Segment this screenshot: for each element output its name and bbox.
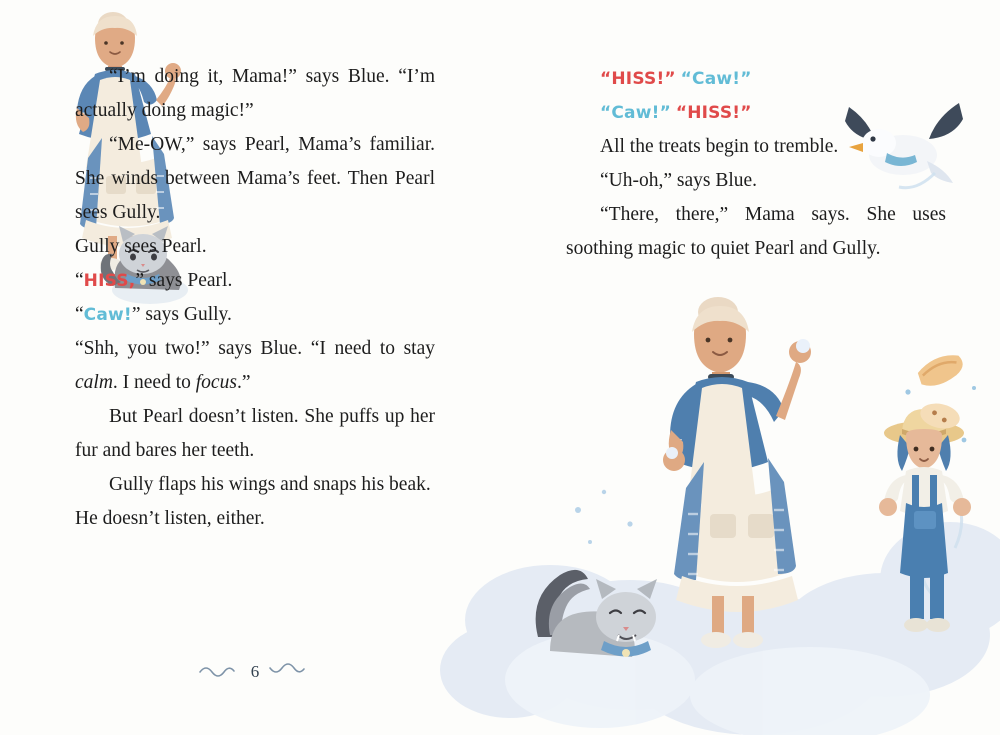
quote-open: “ bbox=[75, 270, 84, 291]
sfx-hiss-word: “HISS!” bbox=[600, 69, 676, 89]
sfx-caw-word: Caw! bbox=[83, 305, 132, 325]
sfx-hiss-word: “HISS!” bbox=[675, 103, 752, 123]
right-text-column bbox=[566, 62, 946, 266]
paragraph: Gully flaps his wings and snaps his beak. He doesn’t listen, either. bbox=[75, 474, 431, 529]
paragraph: “Me-OW,” says Pearl, Mama’s familiar. She winds between Mama’s feet. Then Pearl sees Gully. bbox=[75, 134, 435, 223]
sfx-line-hiss-caw bbox=[566, 62, 946, 96]
paragraph: All the treats begin to tremble. bbox=[600, 136, 839, 157]
quote-close: ” bbox=[135, 270, 145, 291]
floating-treats bbox=[900, 340, 990, 450]
sfx-line-caw-hiss bbox=[566, 96, 946, 130]
paragraph-tail: .” bbox=[236, 372, 251, 393]
sfx-caw-word: “Caw!” bbox=[600, 103, 671, 123]
sfx-line-hiss bbox=[75, 264, 435, 298]
pearl-cat-right bbox=[520, 555, 700, 685]
paragraph: Gully sees Pearl. bbox=[75, 236, 207, 257]
left-text-column bbox=[75, 60, 435, 536]
italic-word-calm: calm bbox=[75, 372, 113, 393]
paragraph-with-italics bbox=[75, 332, 435, 400]
sfx-hiss-word: HISS, bbox=[83, 271, 136, 291]
sfx-attribution: says Pearl. bbox=[144, 270, 233, 291]
paragraph-mid: . I need to bbox=[112, 372, 196, 393]
paragraph: “Uh-oh,” says Blue. bbox=[600, 170, 758, 191]
paragraph-lead: “Shh, you two!” says Blue. “I need to stay bbox=[75, 338, 435, 359]
paragraph: “I’m doing it, Mama!” says Blue. “I’m actually doing magic!” bbox=[75, 66, 435, 121]
sfx-caw-word: “Caw!” bbox=[680, 69, 752, 89]
paragraph: But Pearl doesn’t listen. She puffs up her fur and bares her teeth. bbox=[75, 406, 435, 461]
sfx-attribution: says Gully. bbox=[140, 304, 232, 325]
paragraph: “There, there,” Mama says. She uses soothing magic to quiet Pearl and Gully. bbox=[566, 204, 946, 259]
page-number: 6 bbox=[250, 662, 260, 681]
ornament-left-icon bbox=[198, 662, 242, 682]
page-folio bbox=[190, 662, 320, 682]
italic-word-focus: focus bbox=[195, 372, 237, 393]
quote-close: ” bbox=[131, 304, 141, 325]
sfx-line-caw bbox=[75, 298, 435, 332]
ornament-right-icon bbox=[268, 662, 312, 682]
quote-open: “ bbox=[75, 304, 84, 325]
magic-sparkles bbox=[560, 480, 680, 570]
